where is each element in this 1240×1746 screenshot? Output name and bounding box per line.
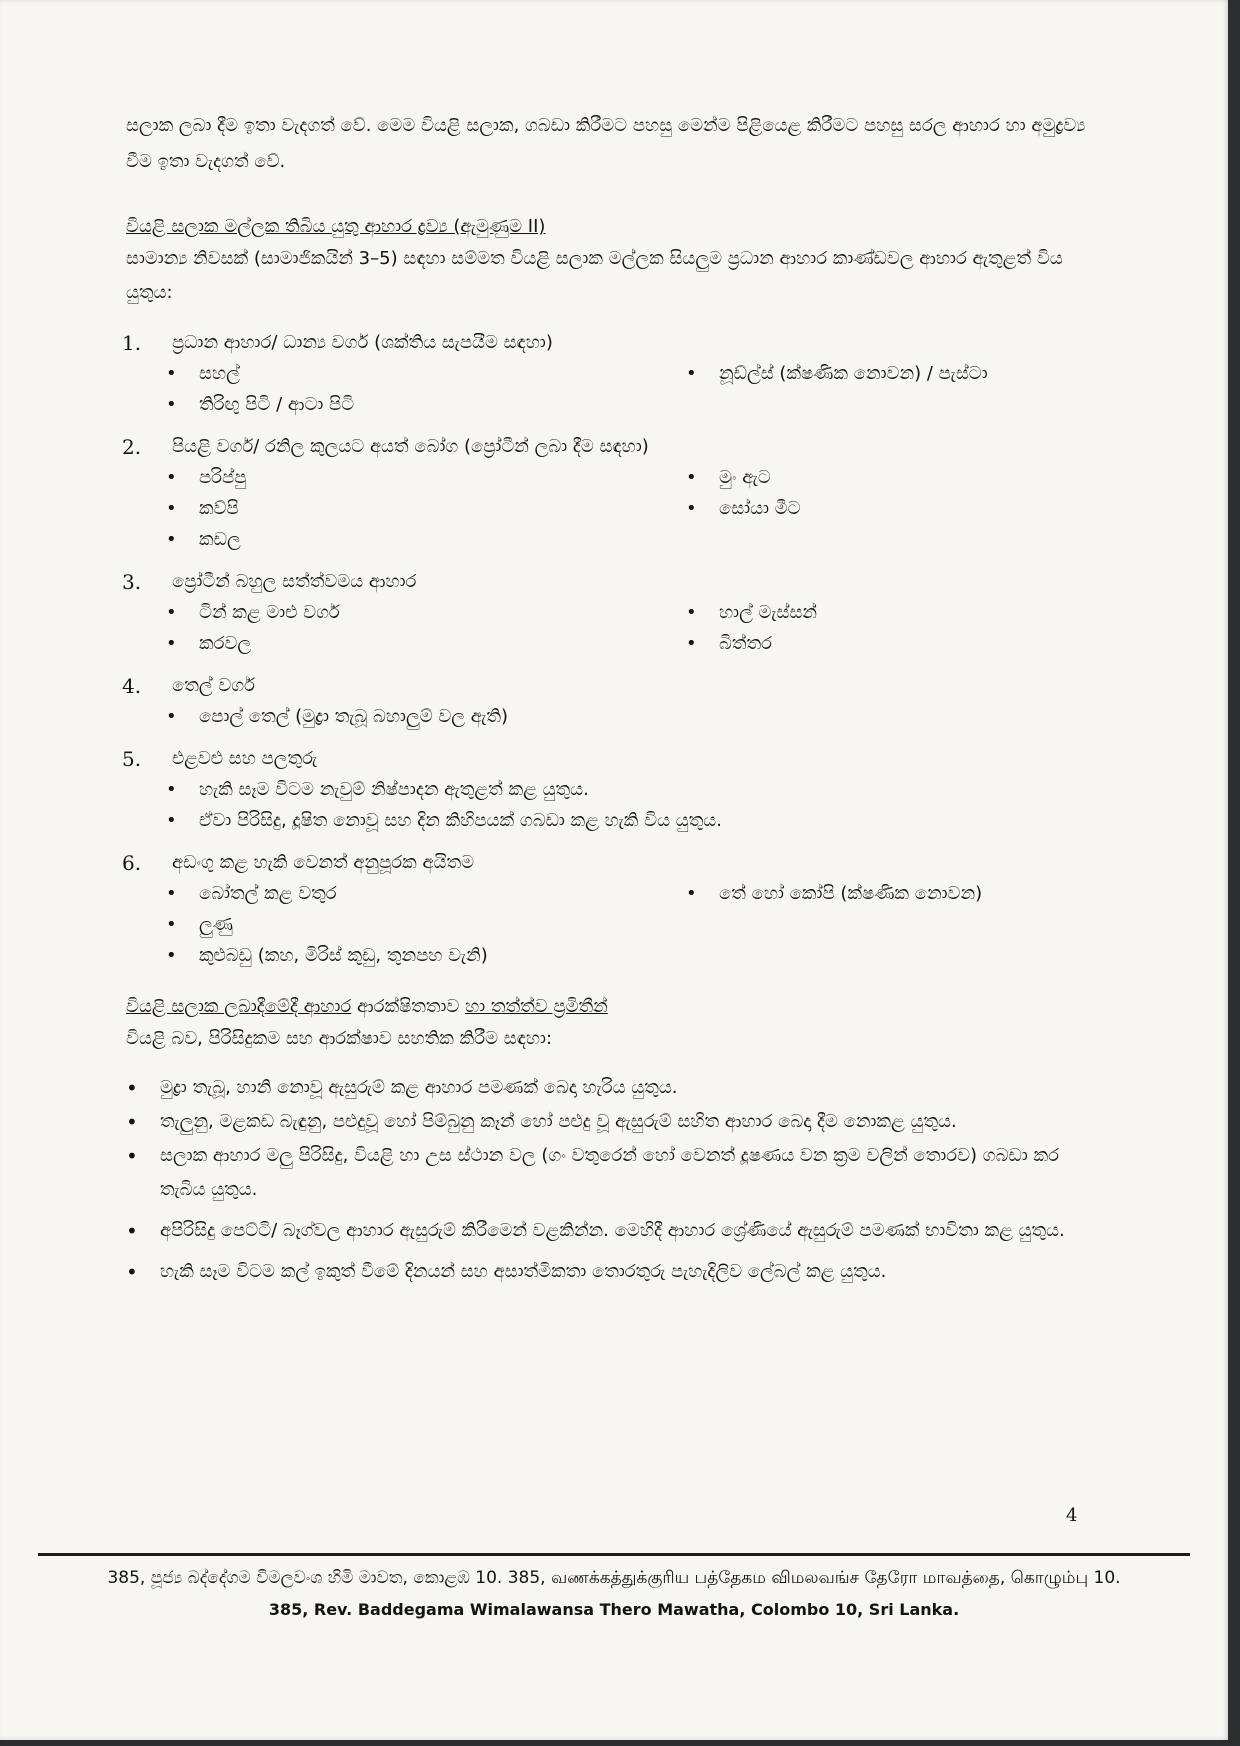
list-item: • කව්පි (166, 493, 686, 524)
list-item: • කුළුබඩු (කහ, මිරිස් කුඩු, තුනපහ වැනි) (166, 940, 686, 971)
group-number: 1. (122, 331, 142, 355)
list-item: • හැකි සෑම විටම කල් ඉකුත් වීමේ දිනයන් සහ අසාත්මිකතා තොරතුරු පැහැදිලිව ලේබල් කළ යුතුය. (126, 1255, 1106, 1289)
safety-rules-list (126, 1071, 1106, 1289)
group-items (126, 701, 1106, 732)
group-title-text: ප්‍රෝටීන් බහුල සත්ත්වමය ආහාර (172, 571, 417, 592)
list-item: • තේ හෝ කෝපි (ක්ෂණික නොවන) (686, 878, 1106, 909)
safety-heading-part2: ආරක්ෂිතතාව (351, 996, 466, 1017)
food-group-5 (122, 744, 1106, 836)
food-group-4 (122, 671, 1106, 732)
group-number: 5. (122, 747, 142, 771)
list-item: • බෝතල් කළ වතුර (166, 878, 686, 909)
footer-address-local: 385, පූජ්‍ය බද්දේගම විමලවංශ හිමි මාවත, කොළඹ 10. 385, வணக்கத்துக்குரிய பத்தேகம விமலவங்ச தேரோ மாவத்தை, கொழும்பு 10. (107, 1568, 1121, 1588)
page-content (122, 108, 1106, 1289)
section-heading (126, 212, 1106, 242)
list-item: • හැකි සෑම විටම නැවුම් නිෂ්පාදන ඇතුළත් කළ යුතුය. (166, 774, 1106, 805)
safety-heading-part4: තත්ත්ව ප්‍රමිතීන් (485, 996, 608, 1017)
food-group-1 (122, 328, 1106, 420)
list-item: • කරවල (166, 628, 686, 659)
group-number: 2. (122, 435, 142, 459)
group-title (122, 328, 1106, 358)
list-item: • තිරිඟු පිටි / ආටා පිටි (166, 389, 686, 420)
list-item: • බිත්තර (686, 628, 1106, 659)
list-item: • අපිරිසිදු පෙට්ටි/ බෑග්වල ආහාර ඇසුරුම් කිරීමෙන් වළකින්න. මෙහිදී ආහාර ශ්‍රේණියේ ඇසුරුම් පමණක් භාවිතා කළ යුතුය. (126, 1207, 1106, 1255)
group-items (126, 878, 1106, 971)
food-group-6 (122, 848, 1106, 971)
group-items (126, 774, 1106, 836)
list-item: • සහල් (166, 358, 686, 389)
safety-heading (126, 991, 1106, 1023)
list-item: • මුං ඇට (686, 462, 1106, 493)
list-item: • ටින් කළ මාළු වර්ග (166, 597, 686, 628)
section-lead: සාමාන්‍ය නිවසක් (සාමාජිකයින් 3–5) සඳහා සම්මත වියළි සලාක මල්ලක සියලුම ප්‍රධාන ආහාර කාණ්ඩවල ආහාර ඇතුළත් විය යුතුය: (126, 248, 1063, 303)
group-title (122, 744, 1106, 774)
list-item: • මුද්‍රා තැබූ, හානි නොවූ ඇසුරුම් කළ ආහාර පමණක් බෙදා හැරිය යුතුය. (126, 1071, 1106, 1105)
group-items (126, 358, 1106, 420)
group-title-text: පියළි වර්ග/ රනිල කුලයට අයත් බෝග (ප්‍රෝටීන් ලබා දීම සඳහා) (172, 436, 649, 457)
group-title-text: එළවළු සහ පලතුරු (172, 748, 318, 769)
safety-lead: වියළි බව, පිරිසිදුකම සහ ආරක්ෂාව සහතික කිරීම සඳහා: (126, 1028, 553, 1049)
group-number: 3. (122, 570, 142, 594)
group-items (126, 462, 1106, 555)
section-heading-text: වියළි සලාක මල්ලක තිබිය යුතු ආහාර ද්‍රව්‍ය (ඇමුණුම II) (126, 216, 546, 237)
group-number: 4. (122, 674, 142, 698)
group-title (122, 432, 1106, 462)
footer-divider (38, 1553, 1190, 1556)
list-item: • ඒවා පිරිසිදු, දූෂිත නොවූ සහ දින කිහිපයක් ගබඩා කළ හැකි විය යුතුය. (166, 805, 1106, 836)
group-number: 6. (122, 851, 142, 875)
list-item: • හාල් මැස්සන් (686, 597, 1106, 628)
list-item: • කඩල (166, 524, 686, 555)
intro-paragraph: සලාක ලබා දීම ඉතා වැදගත් වේ. මෙම වියළි සලාක, ගබඩා කිරීමට පහසු මෙන්ම පිළියෙළ කිරීමට පහසු සරල ආහාර හා අමුද්‍රව්‍ය වීම ඉතා වැදගත් වේ. (126, 115, 1086, 172)
list-item: • පරිප්පු (166, 462, 686, 493)
safety-heading-part3: හා (465, 996, 486, 1017)
list-item: • සලාක ආහාර මලු පිරිසිදු, වියළි හා උස ස්ථාන වල (ගං වතුරෙන් හෝ වෙනත් දූෂණය වන ක්‍රම වලින් තොරව) ගබඩා කර තැබිය යුතුය. (126, 1139, 1106, 1207)
food-group-3 (122, 567, 1106, 659)
food-group-list (122, 328, 1106, 971)
list-item: • ලුණු (166, 909, 686, 940)
food-group-2 (122, 432, 1106, 555)
list-item: • පොල් තෙල් (මුද්‍රා තැබූ බහාලුම් වල ඇති) (166, 701, 1106, 732)
list-item: • නූඩ්ල්ස් (ක්ෂණික නොවන) / පැස්ටා (686, 358, 1106, 389)
group-title-text: අඩංගු කළ හැකි වෙනත් අනුපූරක අයිතම (172, 852, 475, 873)
list-item: • තැලුනු, මළකඩ බැඳුනු, පළුදුවූ හෝ පිම්බුනු කෑන් හෝ පළුදු වූ ඇසුරුම් සහිත ආහාර බෙදා දීම නොකළ යුතුය. (126, 1105, 1106, 1139)
group-title-text: ප්‍රධාන ආහාර/ ධාන්‍ය වර්ග (ශක්තිය සැපයීම සඳහා) (172, 332, 553, 353)
page-number: 4 (1066, 1505, 1078, 1526)
group-items (126, 597, 1106, 659)
list-item: • සෝයා මීට (686, 493, 1106, 524)
group-title-text: තෙල් වර්ග (172, 675, 256, 696)
group-title (122, 671, 1106, 701)
group-title (122, 567, 1106, 597)
safety-heading-part1: වියළි සලාක ලබාදීමේදී ආහාර (126, 996, 352, 1017)
group-title (122, 848, 1106, 878)
footer-address-english: 385, Rev. Baddegama Wimalawansa Thero Mawatha, Colombo 10, Sri Lanka. (268, 1600, 960, 1619)
